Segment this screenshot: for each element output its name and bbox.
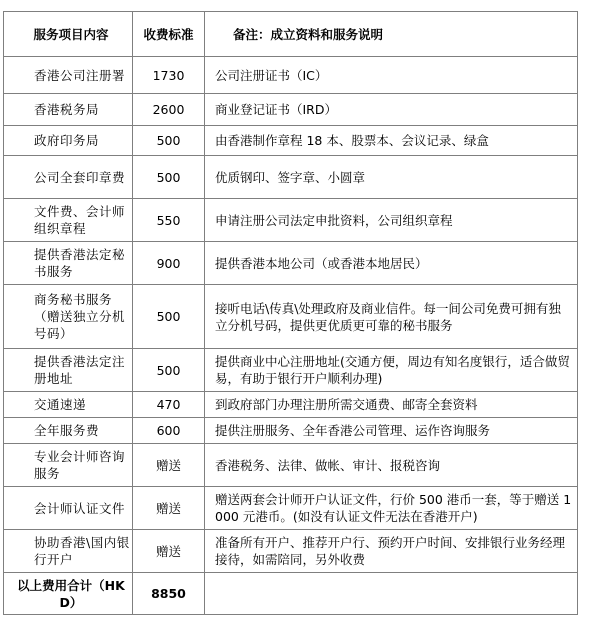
total-value: 8850 <box>133 573 205 615</box>
header-fee-standard: 收费标准 <box>133 12 205 57</box>
row-note: 准备所有开户、推荐开户行、预约开户时间、安排银行业务经理接待，如需陪同，另外收费 <box>205 530 578 573</box>
row-fee: 600 <box>133 418 205 444</box>
total-row <box>4 573 578 615</box>
service-fee-table <box>3 11 578 615</box>
total-label: 以上费用合计（HKD） <box>4 573 133 615</box>
row-item: 公司全套印章费 <box>4 156 133 199</box>
row-fee: 550 <box>133 199 205 242</box>
row-item: 提供香港法定注册地址 <box>4 349 133 392</box>
row-item: 会计师认证文件 <box>4 487 133 530</box>
row-note: 提供商业中心注册地址(交通方便，周边有知名度银行，适合做贸易，有助于银行开户顺利办理) <box>205 349 578 392</box>
row-fee: 赠送 <box>133 487 205 530</box>
row-fee: 500 <box>133 156 205 199</box>
table-row <box>4 199 578 242</box>
row-item: 协助香港\国内银行开户 <box>4 530 133 573</box>
table-header-row <box>4 12 578 57</box>
header-remarks: 备注：成立资料和服务说明 <box>205 12 578 57</box>
table-row <box>4 57 578 94</box>
header-service-item: 服务项目内容 <box>4 12 133 57</box>
table-row <box>4 126 578 156</box>
table-row <box>4 530 578 573</box>
table-row <box>4 392 578 418</box>
table-row <box>4 418 578 444</box>
row-note: 赠送两套会计师开户认证文件，行价 500 港币一套，等于赠送 1000 元港币。(如没有认证文件无法在香港开户) <box>205 487 578 530</box>
row-note: 申请注册公司法定申批资料，公司组织章程 <box>205 199 578 242</box>
row-note: 香港税务、法律、做帐、审计、报税咨询 <box>205 444 578 487</box>
row-item: 提供香港法定秘书服务 <box>4 242 133 285</box>
table-row <box>4 242 578 285</box>
row-note: 优质钢印、签字章、小圆章 <box>205 156 578 199</box>
row-fee: 赠送 <box>133 530 205 573</box>
row-item: 全年服务费 <box>4 418 133 444</box>
row-note: 由香港制作章程 18 本、股票本、会议记录、绿盒 <box>205 126 578 156</box>
row-item: 香港公司注册署 <box>4 57 133 94</box>
row-item: 香港税务局 <box>4 94 133 126</box>
row-item: 政府印务局 <box>4 126 133 156</box>
table-row <box>4 156 578 199</box>
row-fee: 470 <box>133 392 205 418</box>
table-row <box>4 349 578 392</box>
row-note: 到政府部门办理注册所需交通费、邮寄全套资料 <box>205 392 578 418</box>
fee-table-container <box>3 11 578 615</box>
table-row <box>4 444 578 487</box>
row-item: 商务秘书服务（赠送独立分机号码） <box>4 285 133 349</box>
row-note: 接听电话\传真\处理政府及商业信件。每一间公司免费可拥有独立分机号码，提供更优质更可靠的秘书服务 <box>205 285 578 349</box>
table-row <box>4 285 578 349</box>
row-item: 专业会计师咨询服务 <box>4 444 133 487</box>
table-row <box>4 94 578 126</box>
row-note: 提供香港本地公司（或香港本地居民） <box>205 242 578 285</box>
row-note: 公司注册证书（IC） <box>205 57 578 94</box>
row-fee: 500 <box>133 349 205 392</box>
row-fee: 2600 <box>133 94 205 126</box>
row-item: 交通速递 <box>4 392 133 418</box>
row-fee: 500 <box>133 285 205 349</box>
row-fee: 900 <box>133 242 205 285</box>
row-note: 商业登记证书（IRD） <box>205 94 578 126</box>
row-fee: 500 <box>133 126 205 156</box>
table-row <box>4 487 578 530</box>
row-fee: 赠送 <box>133 444 205 487</box>
total-note <box>205 573 578 615</box>
row-fee: 1730 <box>133 57 205 94</box>
row-note: 提供注册服务、全年香港公司管理、运作咨询服务 <box>205 418 578 444</box>
row-item: 文件费、会计师组织章程 <box>4 199 133 242</box>
